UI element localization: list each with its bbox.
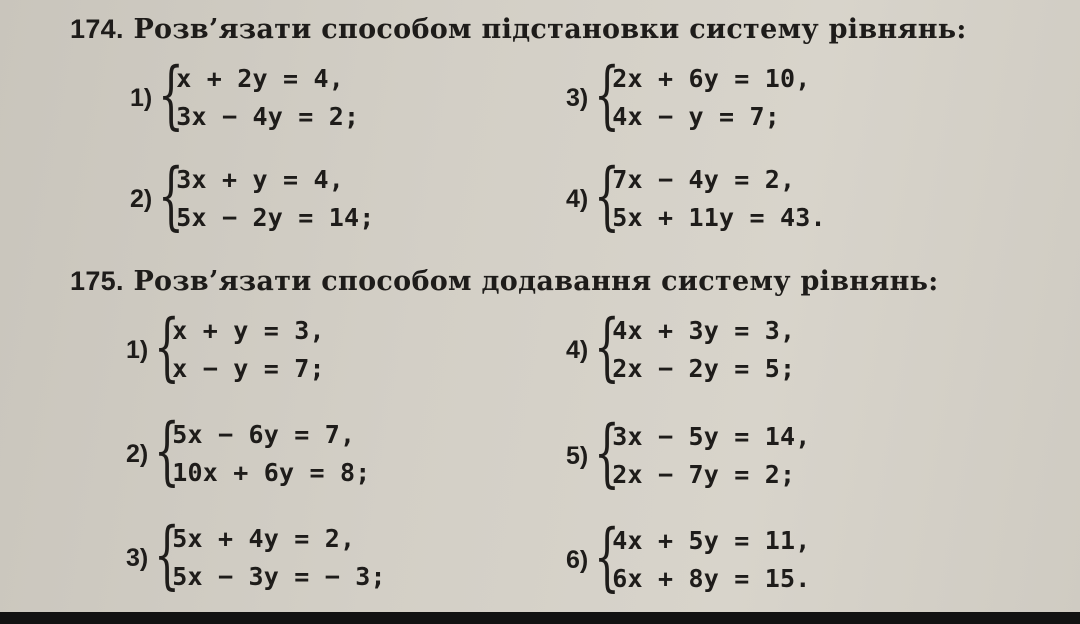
system-label: 5)	[566, 441, 589, 470]
problem-title: Розв’язати способом додавання систему рівнянь:	[133, 266, 939, 297]
equation: x + y = 3,	[172, 316, 325, 345]
equation: 3x − 5y = 14,	[612, 422, 811, 451]
equation: 2x − 2y = 5;	[612, 354, 796, 383]
system-175-6	[566, 514, 811, 600]
problem-number: 175.	[70, 266, 124, 296]
system-label: 3)	[126, 543, 149, 572]
left-brace: {	[594, 304, 621, 390]
left-brace: {	[594, 514, 621, 600]
equation: 2x − 7y = 2;	[612, 460, 796, 489]
left-brace: {	[594, 153, 621, 239]
equation: 4x − y = 7;	[612, 102, 780, 131]
left-brace: {	[154, 512, 181, 598]
system-174-2	[130, 153, 375, 239]
left-brace: {	[154, 304, 181, 390]
system-label: 1)	[126, 335, 149, 364]
system-label: 3)	[566, 83, 589, 112]
system-label: 6)	[566, 545, 589, 574]
left-brace: {	[594, 410, 621, 496]
problem-title: Розв’язати способом підстановки систему рівнянь:	[133, 14, 967, 45]
system-label: 1)	[130, 83, 153, 112]
equation: 2x + 6y = 10,	[612, 64, 811, 93]
equation: 10x + 6y = 8;	[172, 458, 371, 487]
system-label: 4)	[566, 335, 589, 364]
system-175-1	[126, 304, 325, 390]
left-brace: {	[594, 52, 621, 138]
system-175-5	[566, 410, 811, 496]
equation: 5x + 11y = 43.	[612, 203, 826, 232]
equation: 4x + 3y = 3,	[612, 316, 796, 345]
equation: 5x − 6y = 7,	[172, 420, 356, 449]
equation: x + 2y = 4,	[176, 64, 344, 93]
system-174-4	[566, 153, 826, 239]
left-brace: {	[158, 52, 185, 138]
equation: 3x + y = 4,	[176, 165, 344, 194]
photo-edge-shadow	[0, 612, 1080, 624]
system-175-2	[126, 408, 371, 494]
equation: 7x − 4y = 2,	[612, 165, 796, 194]
equation: 5x + 4y = 2,	[172, 524, 356, 553]
left-brace: {	[158, 153, 185, 239]
equation: 6x + 8y = 15.	[612, 564, 811, 593]
problem-174-heading	[70, 14, 967, 45]
system-175-4	[566, 304, 796, 390]
equation: 4x + 5y = 11,	[612, 526, 811, 555]
problem-175-heading	[70, 266, 939, 297]
system-label: 4)	[566, 184, 589, 213]
equation: 5x − 3y = − 3;	[172, 562, 386, 591]
system-label: 2)	[130, 184, 153, 213]
equation: 5x − 2y = 14;	[176, 203, 375, 232]
problem-number: 174.	[70, 14, 124, 44]
system-175-3	[126, 512, 386, 598]
equation: 3x − 4y = 2;	[176, 102, 360, 131]
system-label: 2)	[126, 439, 149, 468]
system-174-3	[566, 52, 811, 138]
equation: x − y = 7;	[172, 354, 325, 383]
left-brace: {	[154, 408, 181, 494]
system-174-1	[130, 52, 360, 138]
